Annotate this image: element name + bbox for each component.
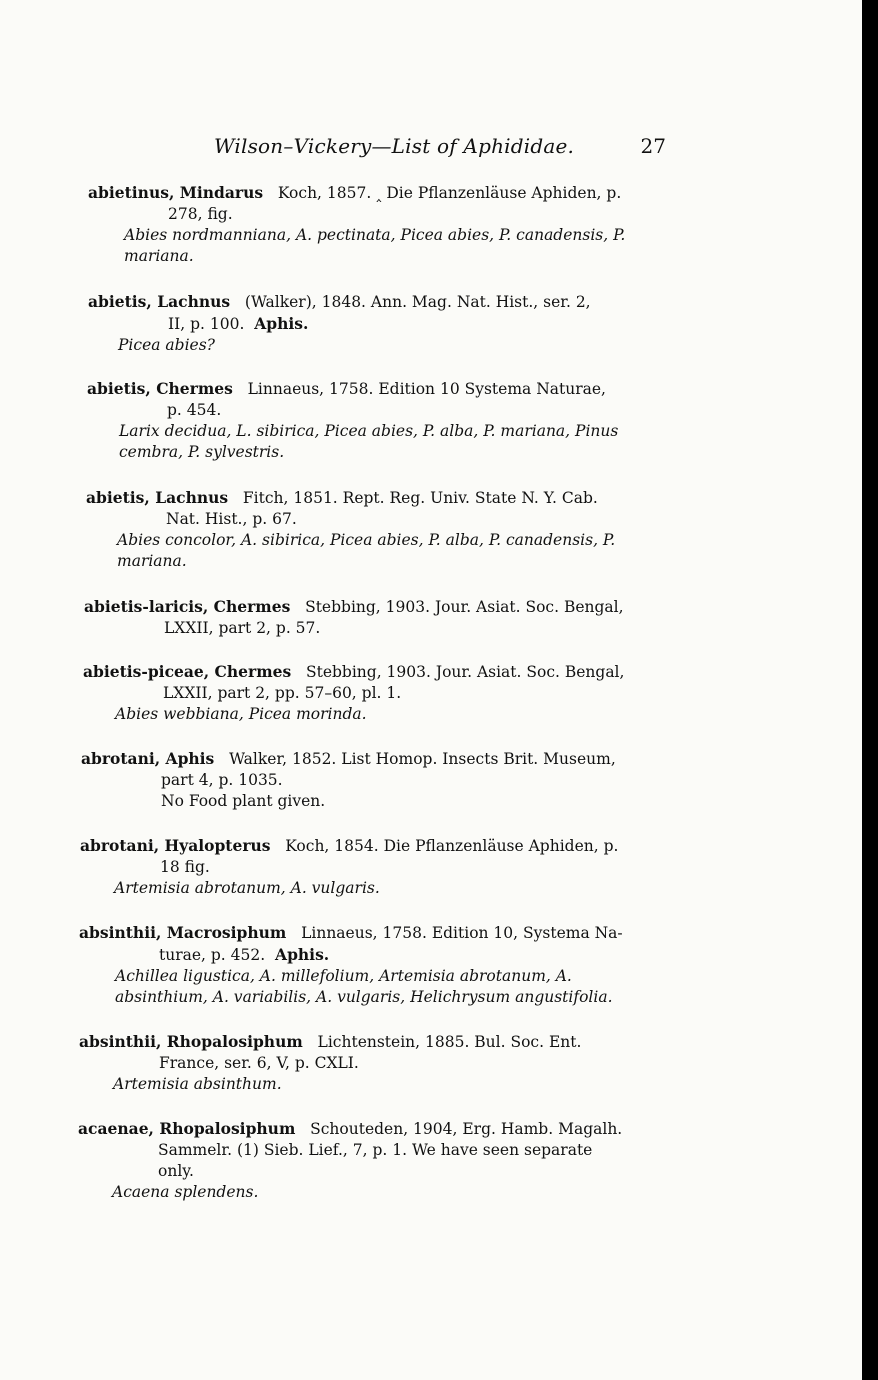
entry-name: abietis-piceae, Chermes	[83, 662, 292, 681]
entry-reference-cont: turae, p. 452.	[159, 946, 266, 964]
entry-hosts: Abies webbiana, Picea morinda.	[115, 705, 367, 723]
entry	[81, 748, 653, 812]
entry-name: abrotani, Aphis	[81, 749, 215, 768]
entry-reference: Schouteden, 1904, Erg. Hamb. Magalh.	[310, 1120, 623, 1138]
entry-name: absinthii, Rhopalosiphum	[79, 1032, 303, 1051]
entry-reference-cont: Nat. Hist., p. 67.	[166, 510, 297, 528]
entry-hosts: Larix decidua, L. sibirica, Picea abies, P. alba, P. mariana, Pinus cembra, P. sylvestris.	[119, 422, 619, 461]
entry-name: absinthii, Macrosiphum	[79, 923, 287, 942]
entry-name: abietis, Lachnus	[88, 292, 231, 311]
entry-reference: Linnaeus, 1758. Edition 10, Systema Na-	[301, 924, 623, 942]
entry-reference-cont: LXXII, part 2, pp. 57–60, pl. 1.	[163, 684, 402, 702]
entry-name: abrotani, Hyalopterus	[80, 836, 271, 855]
entry-reference-cont: p. 454.	[167, 401, 222, 419]
entry-name: abietis-laricis, Chermes	[84, 597, 291, 616]
entry-reference: Koch, 1854. Die Pflanzenläuse Aphiden, p.	[285, 837, 619, 855]
entry-hosts: Artemisia absinthum.	[113, 1075, 282, 1093]
entry-reference-cont: Sammelr. (1) Sieb. Lief., 7, p. 1. We have seen separate	[158, 1141, 593, 1159]
entry	[80, 835, 652, 899]
entry-genus: Aphis.	[254, 314, 309, 333]
entry	[83, 661, 655, 725]
scan-edge	[862, 0, 878, 1380]
page-number: 27	[640, 134, 666, 158]
entry-name: acaenae, Rhopalosiphum	[78, 1119, 296, 1138]
entry-reference-cont: France, ser. 6, V, p. CXLI.	[159, 1054, 359, 1072]
running-title: Wilson–Vickery—List of Aphididae.	[214, 134, 575, 158]
entry-reference: Walker, 1852. List Homop. Insects Brit. Museum,	[229, 750, 616, 768]
entry	[87, 378, 659, 463]
entry-reference: Stebbing, 1903. Jour. Asiat. Soc. Bengal,	[305, 663, 625, 681]
entry-genus: Aphis.	[275, 945, 330, 964]
entry-reference: Fitch, 1851. Rept. Reg. Univ. State N. Y. Cab.	[242, 489, 598, 507]
entry-reference-cont: 278, fig.	[168, 205, 233, 223]
entry-hosts: Abies concolor, A. sibirica, Picea abies, P. alba, P. canadensis, P. mariana.	[117, 531, 616, 570]
entry-reference: Lichtenstein, 1885. Bul. Soc. Ent.	[317, 1033, 582, 1051]
entry-reference-cont: 18 fig.	[160, 858, 210, 876]
entry	[84, 596, 656, 639]
entry-name: abietinus, Mindarus	[88, 183, 264, 202]
entry	[78, 1118, 650, 1203]
entry-hosts: Picea abies?	[118, 336, 215, 354]
entry-reference: (Walker), 1848. Ann. Mag. Nat. Hist., ser. 2,	[244, 293, 591, 311]
entry-reference: Linnaeus, 1758. Edition 10 Systema Naturae,	[247, 380, 606, 398]
entry	[88, 291, 660, 356]
entry-reference-cont2: only.	[158, 1162, 194, 1180]
entry-name: abietis, Lachnus	[86, 488, 229, 507]
entry-hosts: Artemisia abrotanum, A. vulgaris.	[114, 879, 380, 897]
entry-reference-cont: part 4, p. 1035.	[161, 771, 283, 789]
entry-name: abietis, Chermes	[87, 379, 233, 398]
entry-reference: Stebbing, 1903. Jour. Asiat. Soc. Bengal,	[305, 598, 624, 616]
entry-hosts: Acaena splendens.	[112, 1183, 259, 1201]
entry-reference-cont: II, p. 100.	[168, 315, 245, 333]
entry	[88, 182, 660, 267]
running-head	[214, 134, 666, 164]
entry-note: No Food plant given.	[161, 792, 326, 810]
entry	[79, 1031, 651, 1095]
entry-hosts: Abies nordmanniana, A. pectinata, Picea abies, P. canadensis, P. mariana.	[124, 226, 626, 265]
entry	[79, 922, 651, 1008]
entry-reference: Koch, 1857. ‸ Die Pflanzenläuse Aphiden, p.	[277, 184, 622, 202]
entry	[86, 487, 658, 572]
entry-reference-cont: LXXII, part 2, p. 57.	[164, 619, 321, 637]
entry-hosts: Achillea ligustica, A. millefolium, Artemisia abrotanum, A. absinthium, A. variabilis, A. vulgaris, Helichrysum angustifolia.	[115, 967, 613, 1006]
